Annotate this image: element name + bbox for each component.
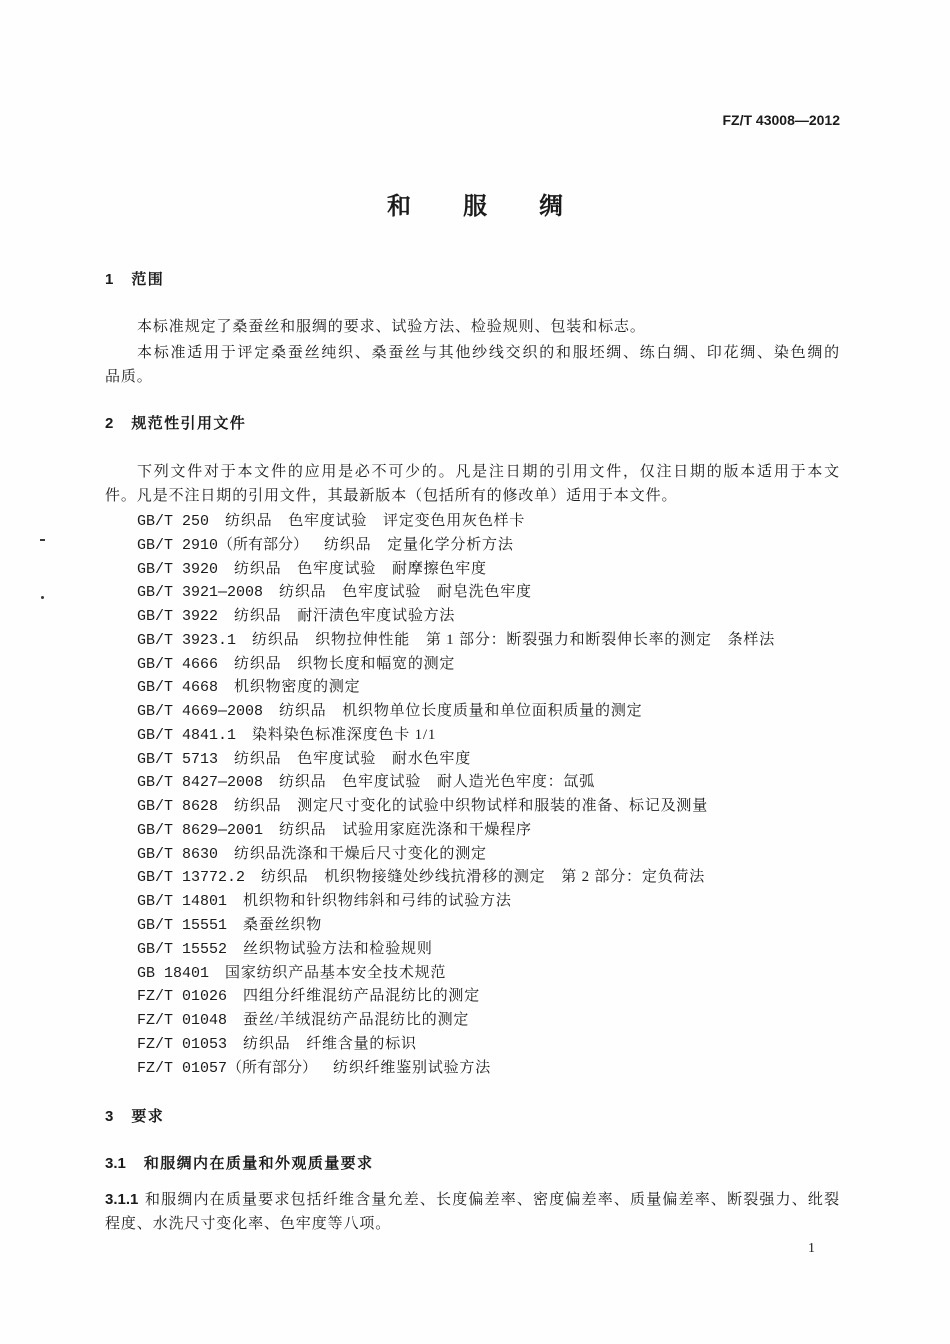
reference-code: GB/T 15552 (137, 940, 228, 958)
reference-title: 纺织品 机织物单位长度质量和单位面积质量的测定 (279, 703, 643, 720)
section-title: 范围 (131, 271, 165, 288)
reference-title: 机织物和针织物纬斜和弓纬的试验方法 (243, 893, 512, 910)
section-3-heading (105, 1105, 164, 1129)
scan-mark (41, 596, 44, 599)
reference-code: GB/T 2910（所有部分） (137, 536, 309, 554)
reference-item (137, 581, 840, 605)
reference-item (137, 938, 840, 962)
reference-code: GB 18401 (137, 964, 210, 982)
reference-title: 国家纺织产品基本安全技术规范 (225, 964, 447, 981)
reference-title: 机织物密度的测定 (234, 679, 361, 696)
reference-item (137, 534, 840, 558)
page-number: 1 (808, 1241, 815, 1256)
reference-item (137, 819, 840, 843)
reference-item (137, 724, 840, 748)
document-title: 和服绸 (387, 193, 615, 220)
subsection-number: 3.1 (105, 1155, 126, 1172)
reference-code: FZ/T 01057（所有部分） (137, 1059, 318, 1077)
reference-item (137, 1009, 840, 1033)
section-title: 要求 (131, 1108, 165, 1125)
reference-item (137, 653, 840, 677)
reference-title: 丝织物试验方法和检验规则 (243, 940, 433, 957)
reference-item (137, 771, 840, 795)
reference-title: 四组分纤维混纺产品混纺比的测定 (243, 988, 481, 1005)
reference-code: GB/T 4841.1 (137, 726, 237, 744)
reference-item (137, 962, 840, 986)
reference-title: 纺织品 耐汗渍色牢度试验方法 (234, 608, 456, 625)
clause-number: 3.1.1 (105, 1191, 139, 1208)
reference-code: GB/T 250 (137, 513, 210, 530)
reference-title: 纺织纤维鉴别试验方法 (333, 1059, 492, 1076)
reference-code: GB/T 15551 (137, 917, 228, 935)
reference-code: GB/T 4668 (137, 679, 219, 697)
reference-title: 纺织品 织物长度和幅宽的测定 (234, 655, 456, 672)
section-2-heading (105, 412, 246, 436)
reference-item (137, 700, 840, 724)
reference-code: GB/T 8628 (137, 798, 219, 816)
reference-item (137, 558, 840, 582)
reference-code: GB/T 8629—2001 (137, 821, 264, 839)
reference-item (137, 1033, 840, 1057)
subsection-3-1-heading (105, 1152, 373, 1176)
standard-code: FZ/T 43008—2012 (722, 112, 840, 128)
reference-item (137, 605, 840, 629)
reference-code: GB/T 14801 (137, 893, 228, 911)
clause-line: 和服绸内在质量要求包括纤维含量允差、长度偏差率、密度偏差率、质量偏差率、断裂强力、纰裂 (145, 1192, 840, 1208)
reference-title: 纺织品 色牢度试验 耐皂洗色牢度 (279, 584, 532, 601)
reference-item (137, 843, 840, 867)
section-1-heading (105, 268, 164, 292)
paragraph-line: 品质。 (105, 369, 153, 385)
clause-line: 程度、水洗尺寸变化率、色牢度等八项。 (105, 1216, 392, 1232)
reference-code: GB/T 3922 (137, 608, 219, 626)
reference-item (137, 1057, 840, 1081)
reference-title: 纺织品 试验用家庭洗涤和干燥程序 (279, 821, 532, 838)
reference-code: GB/T 8630 (137, 845, 219, 863)
reference-title: 桑蚕丝织物 (243, 917, 323, 934)
reference-code: GB/T 3921—2008 (137, 584, 264, 602)
reference-title: 纺织品 色牢度试验 耐水色牢度 (234, 750, 472, 767)
section-number: 3 (105, 1108, 114, 1125)
reference-code: FZ/T 01026 (137, 988, 228, 1006)
reference-code: GB/T 8427—2008 (137, 774, 264, 792)
section-number: 1 (105, 271, 114, 288)
section-number: 2 (105, 415, 114, 432)
reference-code: GB/T 5713 (137, 750, 219, 768)
reference-item (137, 890, 840, 914)
scan-mark (40, 539, 45, 541)
reference-item (137, 985, 840, 1009)
reference-item (137, 510, 840, 534)
reference-title: 蚕丝/羊绒混纺产品混纺比的测定 (243, 1012, 470, 1029)
paragraph-line: 本标准规定了桑蚕丝和服绸的要求、试验方法、检验规则、包装和标志。 (137, 319, 646, 335)
reference-title: 染料染色标准深度色卡 1/1 (252, 726, 437, 743)
reference-item (137, 748, 840, 772)
reference-code: GB/T 3923.1 (137, 631, 237, 649)
reference-code: GB/T 3920 (137, 560, 219, 578)
reference-title: 纺织品 织物拉伸性能 第 1 部分：断裂强力和断裂伸长率的测定 条样法 (252, 631, 776, 648)
reference-title: 纺织品 色牢度试验 耐人造光色牢度：氙弧 (279, 774, 596, 791)
reference-item (137, 629, 840, 653)
reference-item (137, 914, 840, 938)
subsection-title: 和服绸内在质量和外观质量要求 (143, 1155, 374, 1172)
reference-item (137, 676, 840, 700)
reference-code: GB/T 13772.2 (137, 869, 246, 887)
reference-code: GB/T 4669—2008 (137, 703, 264, 721)
section-title: 规范性引用文件 (131, 415, 247, 432)
reference-title: 纺织品 色牢度试验 耐摩擦色牢度 (234, 560, 487, 577)
reference-title: 纺织品 纤维含量的标识 (243, 1035, 417, 1052)
paragraph-line: 件。凡是不注日期的引用文件，其最新版本（包括所有的修改单）适用于本文件。 (105, 488, 678, 504)
reference-code: FZ/T 01053 (137, 1035, 228, 1053)
paragraph-line: 下列文件对于本文件的应用是必不可少的。凡是注日期的引用文件，仅注日期的版本适用于本文 (137, 464, 840, 480)
reference-code: GB/T 4666 (137, 655, 219, 673)
reference-title: 纺织品 机织物接缝处纱线抗滑移的测定 第 2 部分：定负荷法 (261, 869, 706, 886)
reference-item (137, 795, 840, 819)
paragraph-line: 本标准适用于评定桑蚕丝纯织、桑蚕丝与其他纱线交织的和服坯绸、练白绸、印花绸、染色绸的 (137, 345, 840, 361)
reference-item (137, 866, 840, 890)
reference-title: 纺织品 测定尺寸变化的试验中织物试样和服装的准备、标记及测量 (234, 798, 709, 815)
reference-code: FZ/T 01048 (137, 1012, 228, 1030)
reference-title: 纺织品 定量化学分析方法 (324, 536, 514, 553)
reference-list (137, 510, 840, 1080)
reference-title: 纺织品 色牢度试验 评定变色用灰色样卡 (225, 513, 526, 529)
reference-title: 纺织品洗涤和干燥后尺寸变化的测定 (234, 845, 487, 862)
